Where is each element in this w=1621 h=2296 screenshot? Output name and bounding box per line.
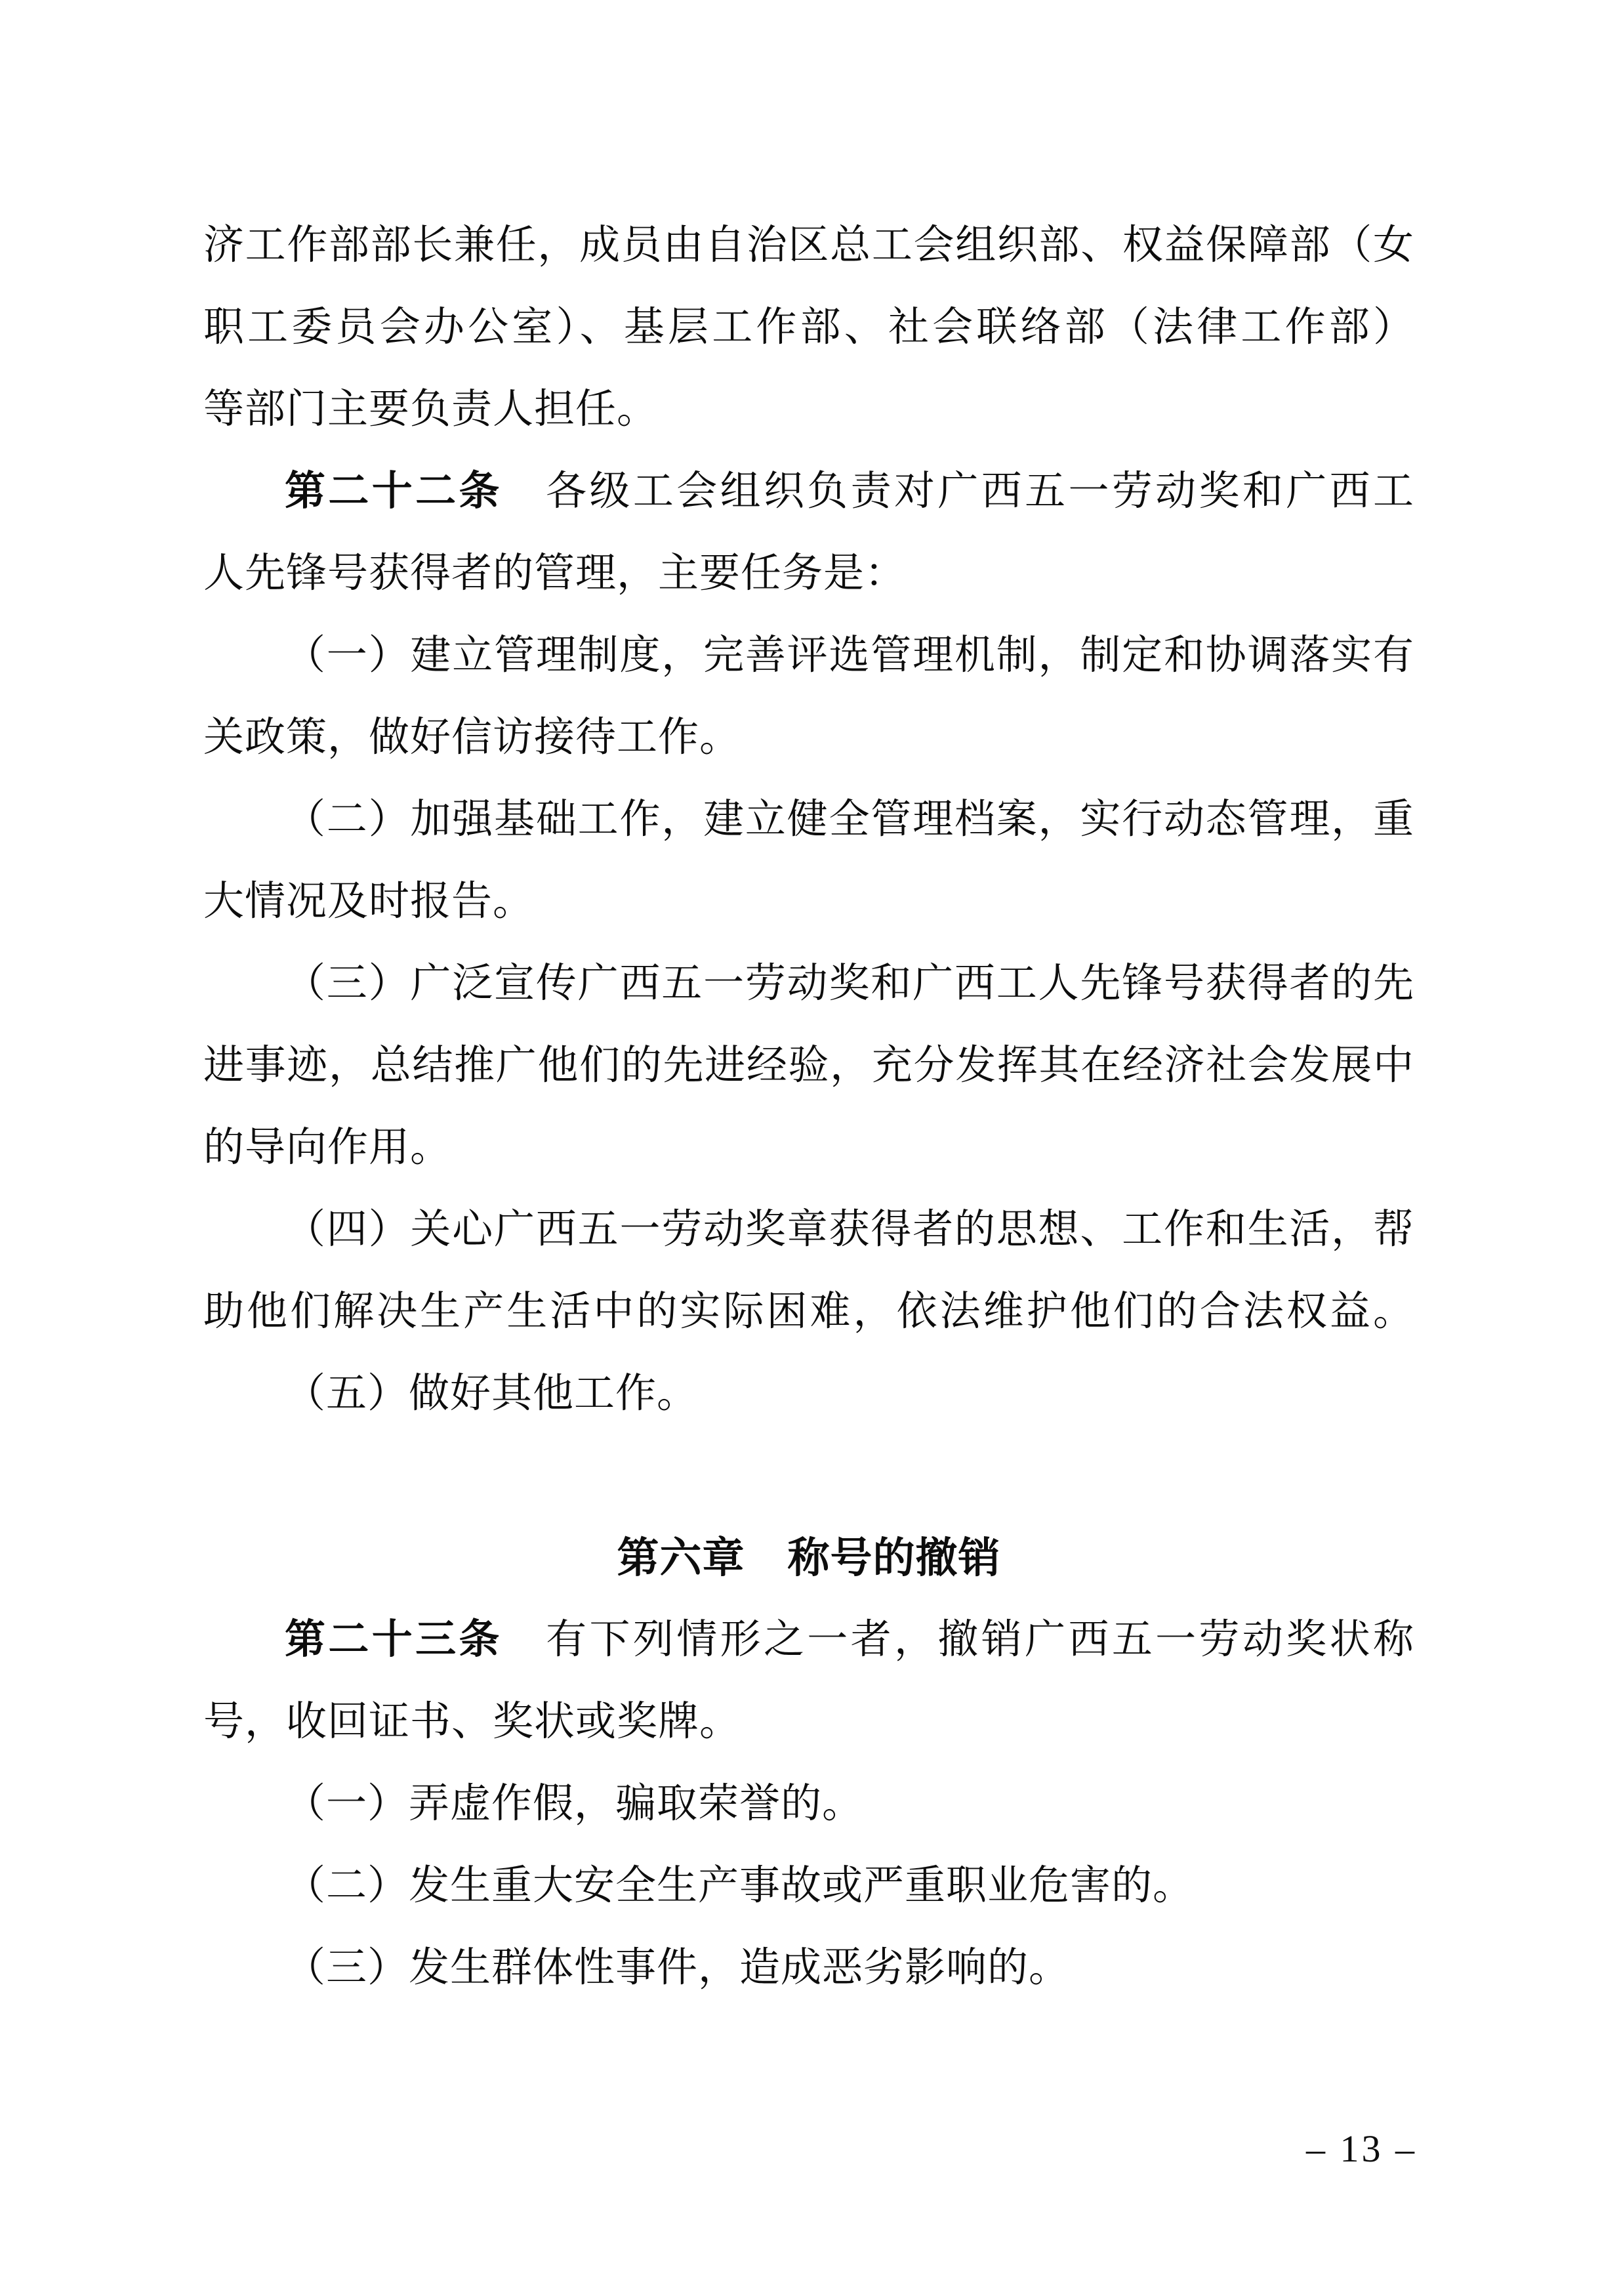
line-text: 进事迹，总结推广他们的先进经验，充分发挥其在经济社会发展中 xyxy=(203,1043,1414,1088)
text-line xyxy=(203,369,1414,451)
text-line xyxy=(203,779,1414,861)
line-text: （一）建立管理制度，完善评选管理机制，制定和协调落实有 xyxy=(285,633,1414,678)
line-text: 各级工会组织负责对广西五一劳动奖和广西工 xyxy=(502,469,1414,514)
line-text: （四）关心广西五一劳动奖章获得者的思想、工作和生活，帮 xyxy=(285,1207,1414,1252)
line-text: 有下列情形之一者，撤销广西五一劳动奖状称 xyxy=(502,1618,1414,1662)
document-body xyxy=(203,205,1414,2009)
page-number: – 13 – xyxy=(1306,2127,1417,2170)
line-text: （二）加强基础工作，建立健全管理档案，实行动态管理，重 xyxy=(285,797,1414,842)
line-text: 济工作部部长兼任，成员由自治区总工会组织部、权益保障部（女 xyxy=(203,223,1414,268)
text-line xyxy=(203,1271,1414,1353)
line-text: （三）广泛宣传广西五一劳动奖和广西工人先锋号获得者的先 xyxy=(285,961,1414,1006)
text-line xyxy=(203,697,1414,779)
text-line xyxy=(203,1025,1414,1107)
line-text: 号，收回证书、奖状或奖牌。 xyxy=(203,1700,741,1744)
text-line xyxy=(203,1599,1414,1681)
line-text: 关政策，做好信访接待工作。 xyxy=(203,715,741,760)
chapter-heading xyxy=(203,1517,1414,1599)
line-text: 大情况及时报告。 xyxy=(203,879,535,924)
article-number-label: 第二十三条 xyxy=(285,1618,503,1662)
text-line xyxy=(203,861,1414,943)
blank-line xyxy=(203,1435,1414,1517)
line-text: （五）做好其他工作。 xyxy=(285,1371,699,1416)
text-line xyxy=(203,1681,1414,1763)
line-text: 等部门主要负责人担任。 xyxy=(203,387,659,432)
line-text: 助他们解决生产生活中的实际困难，依法维护他们的合法权益。 xyxy=(203,1289,1414,1334)
line-text: 的导向作用。 xyxy=(203,1125,452,1170)
chapter-heading-text: 第六章 称号的撤销 xyxy=(617,1535,1001,1581)
text-line xyxy=(203,1353,1414,1435)
text-line xyxy=(203,1189,1414,1271)
text-line xyxy=(203,1927,1414,2009)
text-line xyxy=(203,205,1414,287)
text-line xyxy=(203,287,1414,369)
text-line xyxy=(203,1763,1414,1845)
article-number-label: 第二十二条 xyxy=(285,469,503,514)
line-text: 人先锋号获得者的管理，主要任务是： xyxy=(203,551,907,596)
line-text: （二）发生重大安全生产事故或严重职业危害的。 xyxy=(285,1864,1195,1908)
text-line xyxy=(203,1845,1414,1927)
line-text: 职工委员会办公室）、基层工作部、社会联络部（法律工作部） xyxy=(203,305,1414,350)
text-line xyxy=(203,533,1414,615)
text-line xyxy=(203,451,1414,533)
text-line xyxy=(203,943,1414,1025)
line-text: （三）发生群体性事件，造成恶劣影响的。 xyxy=(285,1946,1071,1990)
text-line xyxy=(203,1107,1414,1189)
text-line xyxy=(203,615,1414,697)
line-text: （一）弄虚作假，骗取荣誉的。 xyxy=(285,1782,864,1826)
